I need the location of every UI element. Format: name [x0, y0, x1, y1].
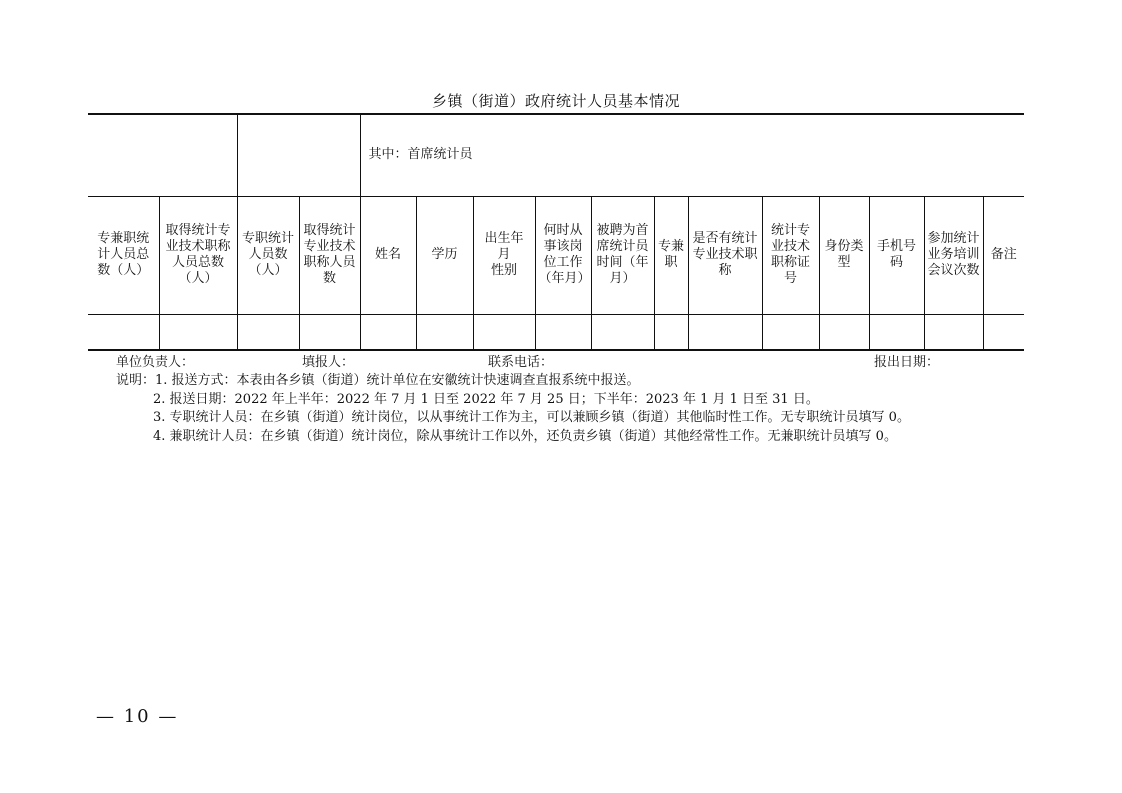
- col-header-start-date: 何时从事该岗位工作（年月）: [535, 196, 591, 314]
- cell-education[interactable]: [416, 314, 473, 350]
- contact-phone-label: 联系电话：: [488, 355, 554, 370]
- cell-mobile[interactable]: [869, 314, 924, 350]
- col-header-name: 姓名: [360, 196, 416, 314]
- filler-label: 填报人：: [302, 355, 355, 370]
- col-header-identity-type: 身份类型: [819, 196, 869, 314]
- cell-appointed-date[interactable]: [591, 314, 654, 350]
- col-header-training-count: 参加统计业务培训会议次数: [924, 196, 983, 314]
- cell-total-staff[interactable]: [88, 314, 159, 350]
- col-header-fulltime-certified: 取得统计专业技术职称人员数: [299, 196, 360, 314]
- cell-total-certified[interactable]: [159, 314, 237, 350]
- note-3: 3. 专职统计人员：在乡镇（街道）统计岗位，以从事统计工作为主，可以兼顾乡镇（街道）其他临时性工作。无专职统计员填写 0。: [153, 410, 910, 425]
- cell-training-count[interactable]: [924, 314, 983, 350]
- cell-fulltime-staff[interactable]: [237, 314, 299, 350]
- statistics-staff-table: [88, 113, 1024, 351]
- cell-birth-gender[interactable]: [473, 314, 535, 350]
- col-header-total-staff: 专兼职统计人员总数（人）: [88, 196, 159, 314]
- cell-has-title[interactable]: [688, 314, 762, 350]
- col-header-total-certified: 取得统计专业技术职称人员总数（人）: [159, 196, 237, 314]
- cell-certificate-no[interactable]: [762, 314, 819, 350]
- col-header-certificate-no: 统计专业技术职称证号: [762, 196, 819, 314]
- cell-name[interactable]: [360, 314, 416, 350]
- col-header-mobile: 手机号码: [869, 196, 924, 314]
- cell-identity-type[interactable]: [819, 314, 869, 350]
- instructions: [116, 372, 910, 446]
- note-4: 4. 兼职统计人员：在乡镇（街道）统计岗位，除从事统计工作以外，还负责乡镇（街道）其他经常性工作。无兼职统计员填写 0。: [153, 428, 897, 444]
- col-header-fulltime-staff: 专职统计人员数（人）: [237, 196, 299, 314]
- col-header-birth-gender: 出生年 月 性别: [473, 196, 535, 314]
- report-date-label: 报出日期：: [874, 355, 940, 370]
- cell-remarks[interactable]: [983, 314, 1024, 350]
- col-header-remarks: 备注: [983, 196, 1024, 314]
- header-blank-middle: [237, 114, 360, 196]
- note-2: 2. 报送日期：2022 年上半年：2022 年 7 月 1 日至 2022 年 7 月 25 日；下半年：2023 年 1 月 1 日至 31 日。: [153, 391, 819, 407]
- col-header-has-title: 是否有统计专业技术职称: [688, 196, 762, 314]
- cell-fulltime-parttime[interactable]: [654, 314, 688, 350]
- page-number: — 10 —: [96, 706, 179, 727]
- cell-start-date[interactable]: [535, 314, 591, 350]
- header-blank-left: [88, 114, 237, 196]
- note-1: 说明：1. 报送方式：本表由各乡镇（街道）统计单位在安徽统计快速调查直报系统中报送。: [116, 373, 640, 388]
- cell-fulltime-certified[interactable]: [299, 314, 360, 350]
- form-title: 乡镇（街道）政府统计人员基本情况: [431, 92, 680, 110]
- unit-head-label: 单位负责人：: [116, 355, 195, 370]
- col-header-education: 学历: [416, 196, 473, 314]
- chief-statistician-subheader: 其中：首席统计员: [360, 114, 1024, 196]
- col-header-fulltime-parttime: 专兼职: [654, 196, 688, 314]
- table-row: [88, 314, 1024, 350]
- col-header-appointed-date: 被聘为首席统计员时间（年月）: [591, 196, 654, 314]
